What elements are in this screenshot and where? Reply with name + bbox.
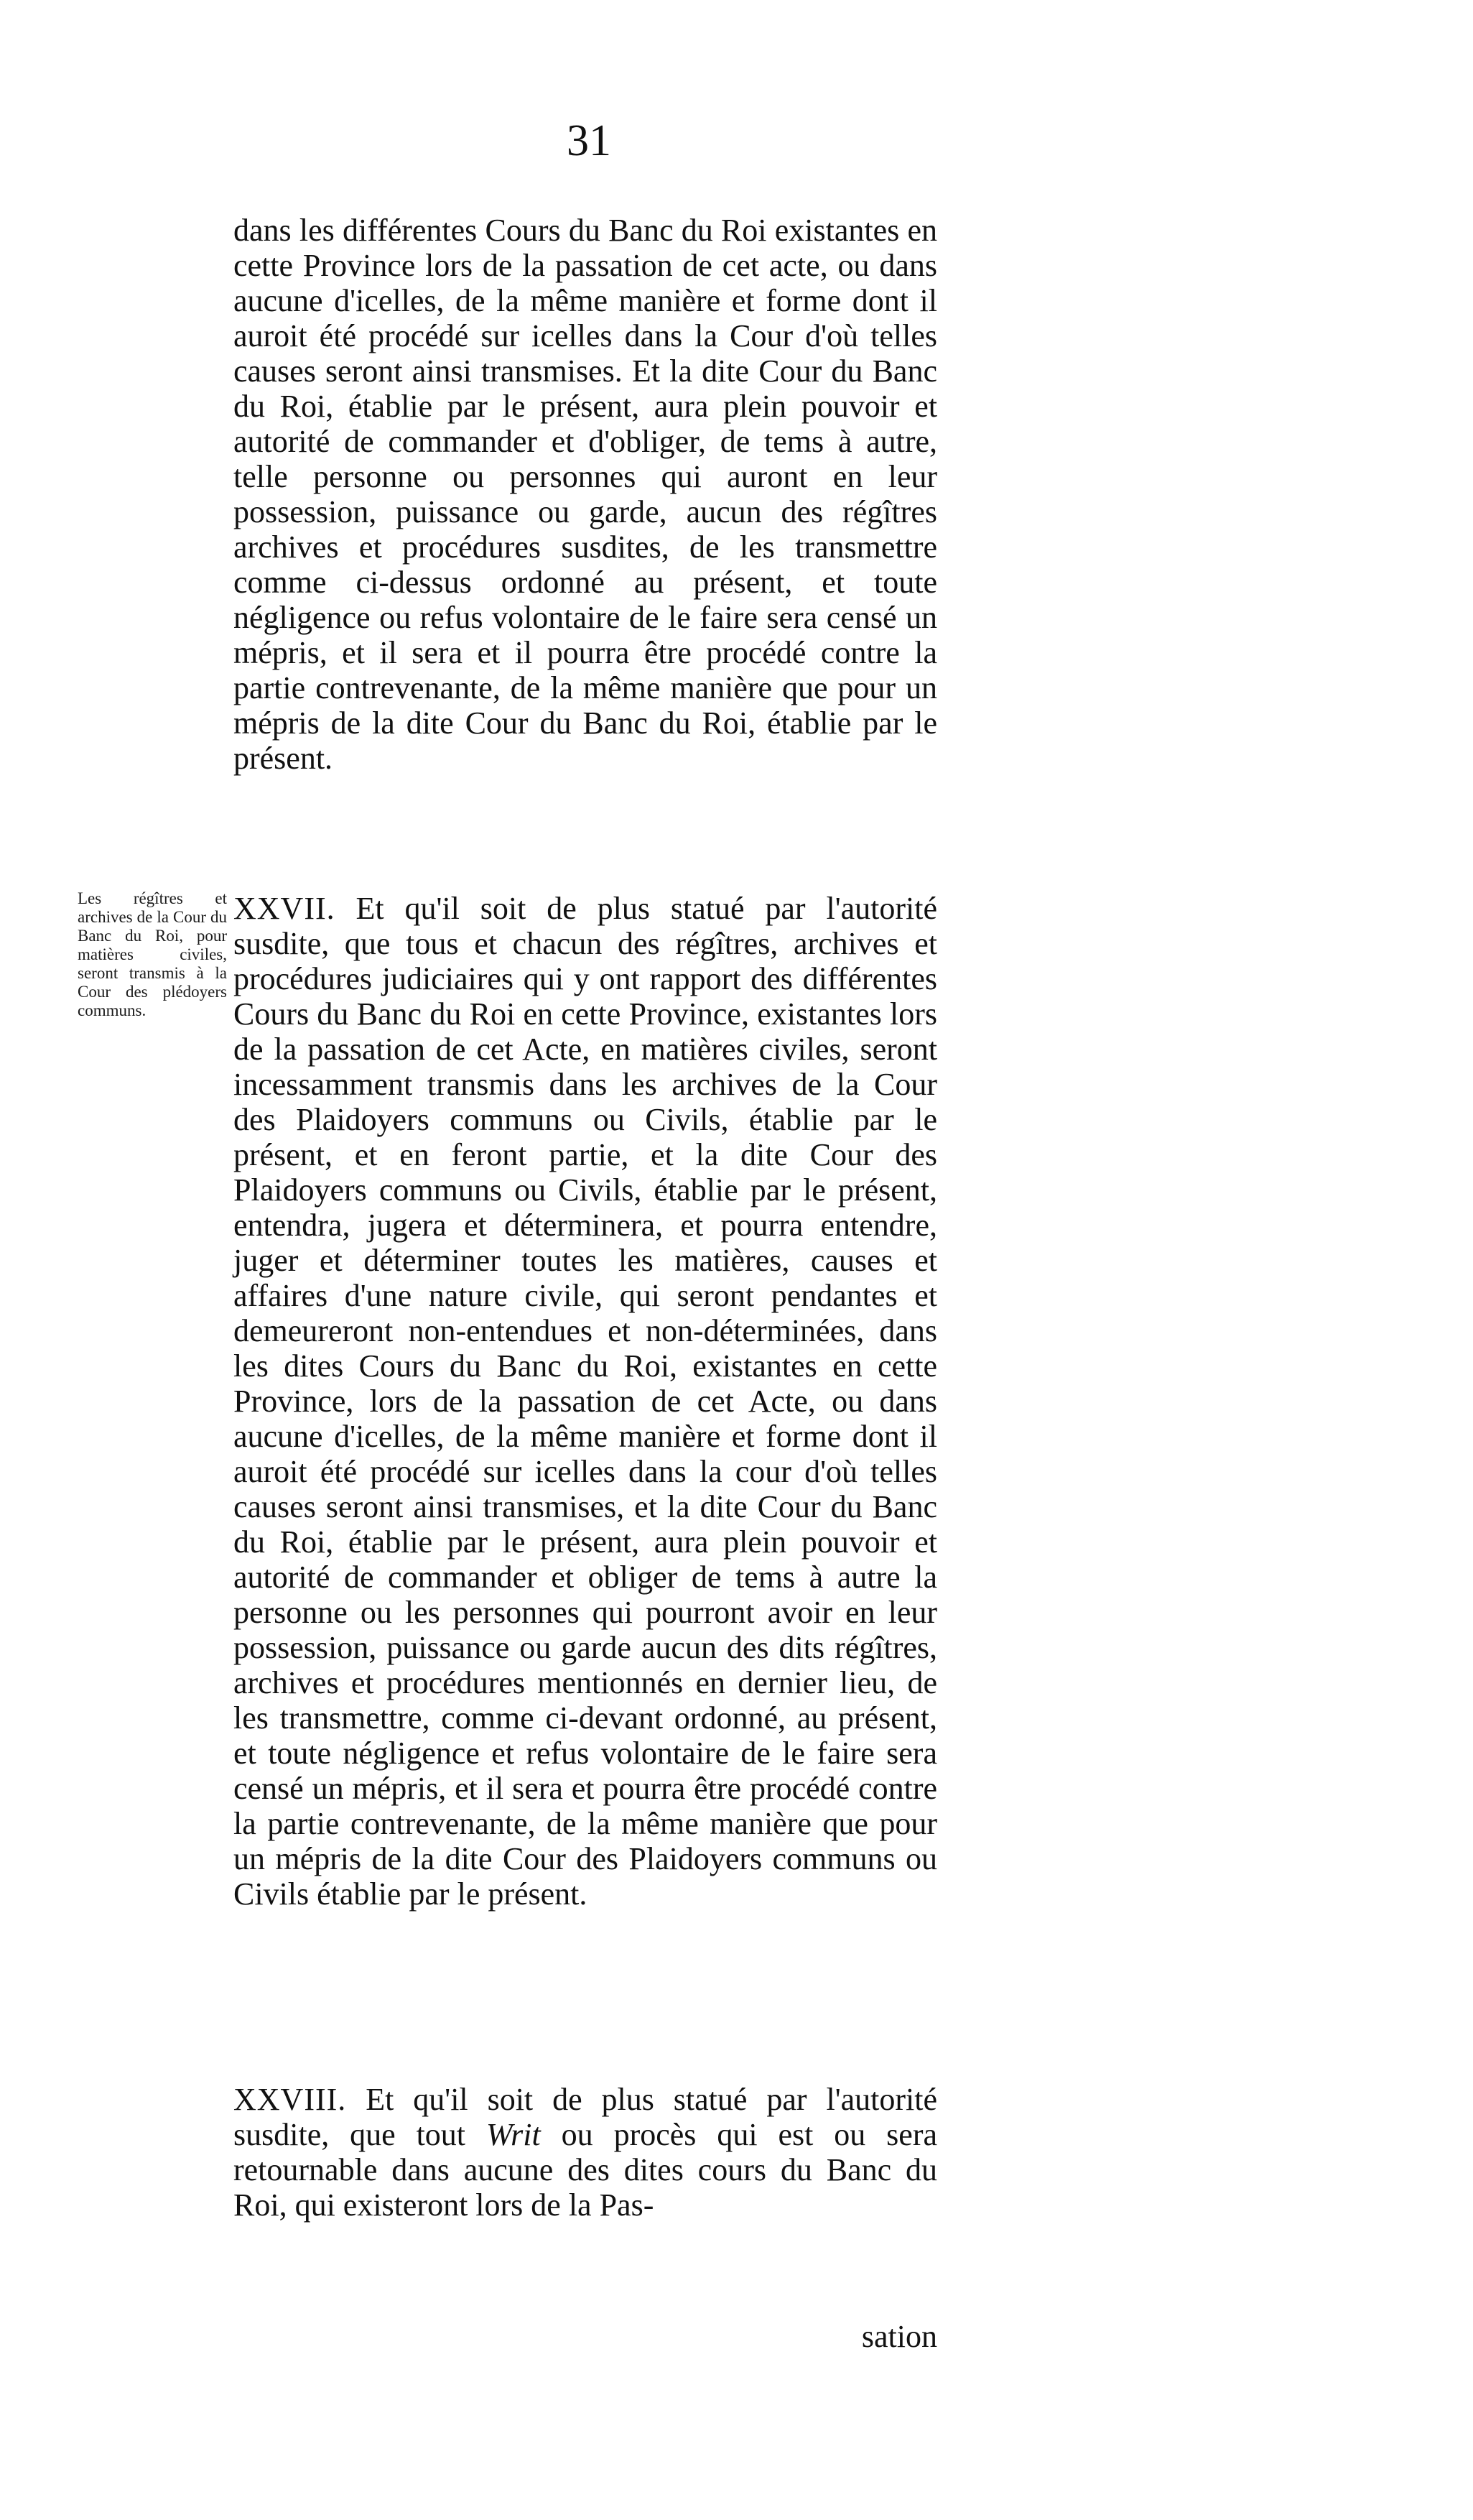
- article-xxvii-text: Et qu'il soit de plus statué par l'autorité susdite, que tous et chacun des régîtres, archives et procédures judiciaires qui y ont rapport des différentes Cours du Banc du Roi en cette Province, existantes lors de la passation de cet Acte, en matières civiles, seront incessamment transmis dans les archives de la Cour des Plaidoyers communs ou Civils, établie par le présent, et en feront partie, et la dite Cour des Plaidoyers communs ou Civils, établie par le présent, entendra, jugera et déterminera, et pourra entendre, juger et déterminer toutes les matières, causes et affaires d'une nature civile, qui seront pendantes et demeureront non-entendues et non-déterminées, dans les dites Cours du Banc du Roi, existantes en cette Province, lors de la passation de cet Acte, ou dans aucune d'icelles, de la même manière et forme dont il auroit été procédé sur icelles dans la cour d'où telles causes seront ainsi transmises, et la dite Cour du Banc du Roi, établie par le présent, aura plein pouvoir et autorité de commander et obliger de tems à autre la personne ou les personnes qui pourront avoir en leur possession, puissance ou garde aucun des dits régîtres, archives et procédures mentionnés en dernier lieu, de les transmettre, comme ci-devant ordonné, au présent, et toute négligence et refus volontaire de le faire sera censé un mépris, et il sera et pourra être procédé contre la partie contrevenante, de la même manière que pour un mépris de la dite Cour des Plaidoyers communs ou Civils établie par le présent.: [233, 891, 938, 1912]
- article-xxviii-text-before: Et qu'il soit de plus statué par l'autorité susdite, que tout: [233, 2082, 938, 2152]
- article-number: XXVII.: [233, 891, 335, 926]
- paragraph-continuation: [233, 213, 937, 776]
- article-xxvii-paragraph: [233, 891, 937, 1912]
- article-xxviii: [233, 2082, 937, 2223]
- catchword-text: sation: [861, 2319, 937, 2354]
- page-number-text: 31: [567, 116, 611, 165]
- catchword: [233, 2319, 937, 2354]
- article-number: XXVIII.: [233, 2082, 347, 2117]
- marginal-note: [78, 889, 227, 1020]
- page-number: [0, 116, 1178, 165]
- paragraph-text: dans les différentes Cours du Banc du Roi existantes en cette Province lors de la passation de cet acte, ou dans aucune d'icelles, de la même manière et forme dont il auroit été procédé sur icelles dans la Cour d'où telles causes seront ainsi transmises. Et la dite Cour du Banc du Roi, établie par le présent, aura plein pouvoir et autorité de commander et d'obliger, de tems à autre, telle personne ou personnes qui auront en leur possession, puissance ou garde, aucun des régîtres archives et procédures susdites, de les transmettre comme ci-dessus ordonné au présent, et toute négligence ou refus volontaire de le faire sera censé un mépris, et il sera et il pourra être procédé contre la partie contrevenante, de la même manière que pour un mépris de la dite Cour du Banc du Roi, établie par le présent.: [233, 213, 937, 776]
- marginal-note-text: Les régîtres et archives de la Cour du Banc du Roi, pour matières civiles, seront transmis à la Cour des plédoyers communs.: [78, 889, 227, 1019]
- article-xxvii: [233, 891, 937, 1912]
- article-xxviii-paragraph: [233, 2082, 937, 2223]
- writ-italic: Writ: [485, 2117, 541, 2152]
- article-xxviii-text-after: ou procès qui est ou sera retournable dans aucune des dites cours du Banc du Roi, qui existeront lors de la Pas-: [233, 2117, 938, 2223]
